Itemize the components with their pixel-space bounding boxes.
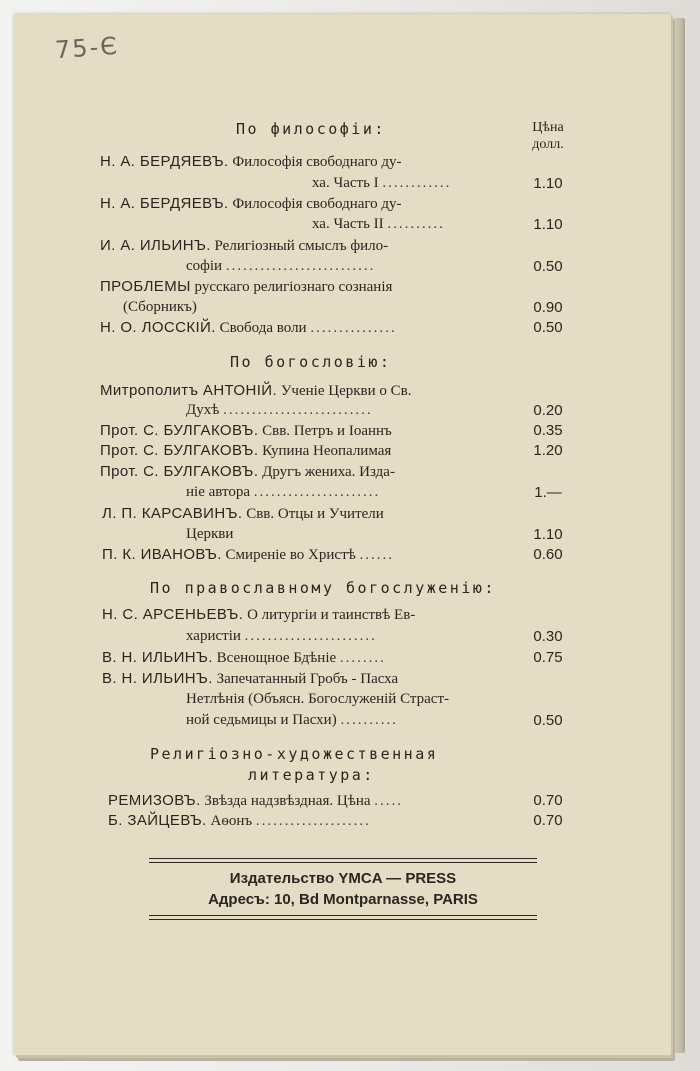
- dot-leader: .......................: [244, 628, 377, 644]
- entry-author: Б. ЗАЙЦЕВЪ.: [108, 812, 207, 829]
- entry-title: русскаго религіознаго сознанія: [194, 279, 393, 295]
- entry-author: Н. А. БЕРДЯЕВЪ.: [100, 195, 229, 212]
- section-heading-philosophy: По философіи:: [236, 120, 386, 138]
- entry-price: 0.75: [533, 649, 563, 666]
- entry-title-cont: харистіи: [186, 628, 241, 644]
- entry-author: Н. С. АРСЕНЬЕВЪ.: [102, 606, 244, 623]
- entry-line: [100, 237, 388, 255]
- section-heading-literature: Религіозно-художественная: [150, 745, 439, 763]
- entry-author: Прот. С. БУЛГАКОВЪ.: [100, 463, 259, 480]
- entry-price: 0.60: [533, 546, 563, 563]
- entry-author: П. К. ИВАНОВЪ.: [102, 546, 222, 563]
- entry-title: Философія свободнаго ду-: [232, 154, 402, 170]
- publisher-name: Издательство YMCA — PRESS: [229, 870, 457, 887]
- entry-line: [102, 670, 398, 688]
- price-header-line1: Цѣна: [532, 120, 564, 135]
- entry-line: [102, 505, 384, 523]
- entry-author: Н. О. ЛОССКІЙ.: [100, 319, 216, 336]
- entry-title: Другъ жениха. Изда-: [262, 464, 395, 480]
- entry-line: [186, 628, 377, 645]
- entry-title: Смиреніе во Христѣ: [225, 547, 356, 563]
- entry-line: [186, 712, 398, 729]
- entry-line: [312, 175, 451, 192]
- entry-title: Ученіе Церкви о Св.: [280, 383, 412, 399]
- handwritten-note: 75-Є: [54, 31, 120, 65]
- section-heading-theology: По богословію:: [230, 353, 392, 371]
- entry-line: [100, 195, 402, 213]
- entry-title: Философія свободнаго ду-: [232, 196, 402, 212]
- entry-line: [186, 402, 373, 419]
- divider-rule: [149, 862, 537, 863]
- entry-title: Религіозный смыслъ фило-: [214, 238, 389, 254]
- entry-line: [100, 153, 402, 171]
- entry-price: 0.70: [533, 792, 563, 809]
- entry-title: Свв. Петръ и Іоаннъ: [262, 423, 392, 439]
- entry-price: 1.20: [533, 442, 563, 459]
- entry-author: Митрополитъ АНТОНІЙ.: [100, 382, 278, 399]
- entry-line: [186, 484, 380, 501]
- divider-rule: [149, 919, 537, 920]
- entry-title: Всенощное Бдѣніе: [216, 650, 337, 666]
- entry-line: [186, 258, 375, 275]
- entry-price: 0.35: [533, 422, 563, 439]
- entry-price: 0.20: [533, 402, 563, 419]
- dot-leader: ..........................: [223, 402, 373, 418]
- section-heading-liturgy: По православному богослуженію:: [150, 579, 496, 597]
- entry-title-cont: ной седьмицы и Пасхи): [186, 712, 337, 728]
- entry-title: Купина Неопалимая: [262, 443, 392, 459]
- entry-price: 0.70: [533, 812, 563, 829]
- dot-leader: ......................: [253, 484, 381, 500]
- entry-title: Свв. Отцы и Учители: [246, 506, 384, 522]
- entry-title: Свобода воли: [219, 320, 307, 336]
- price-column-header: [520, 119, 576, 153]
- entry-author: Л. П. КАРСАВИНЪ.: [102, 505, 243, 522]
- entry-line: [123, 299, 197, 316]
- entry-title: Аѳонъ: [210, 813, 253, 829]
- price-header-line2: долл.: [532, 137, 564, 152]
- entry-title-cont: Духѣ: [186, 402, 220, 418]
- dot-leader: ...............: [310, 320, 397, 336]
- dot-leader: ....................: [255, 813, 371, 829]
- dot-leader: ..........................: [225, 258, 376, 274]
- divider-rule: [149, 858, 537, 859]
- entry-price: 0.50: [533, 258, 563, 275]
- divider-rule: [149, 915, 537, 916]
- entry-title: Звѣзда надзвѣздная. Цѣна: [204, 793, 371, 809]
- entry-title-cont: ха. Часть II: [312, 216, 384, 232]
- entry-line: [186, 526, 233, 543]
- entry-line: [102, 606, 415, 624]
- entry-price: 0.50: [533, 319, 563, 336]
- entry-line: [312, 216, 445, 233]
- entry-author: Прот. С. БУЛГАКОВЪ.: [100, 442, 259, 459]
- dot-leader: ......: [359, 547, 395, 563]
- entry-price: 1.10: [533, 175, 563, 192]
- entry-author: ПРОБЛЕМЫ: [100, 278, 191, 295]
- section-heading-literature-cont: литература:: [248, 766, 375, 784]
- entry-title-cont: ха. Часть I: [312, 175, 379, 191]
- entry-title: О литургіи и таинствѣ Ев-: [247, 607, 416, 623]
- entry-author: Прот. С. БУЛГАКОВЪ.: [100, 422, 259, 439]
- entry-price: 1.10: [533, 216, 563, 233]
- entry-price: 0.30: [533, 628, 563, 645]
- entry-title-cont: (Сборникъ): [123, 299, 197, 315]
- entry-line: [102, 546, 394, 564]
- entry-line: [108, 812, 371, 830]
- dot-leader: ..........: [340, 712, 398, 728]
- dot-leader: .....: [374, 793, 404, 809]
- entry-price: 0.50: [533, 712, 563, 729]
- entry-line: [186, 691, 449, 708]
- dot-leader: ........: [339, 650, 386, 666]
- entry-line: [100, 319, 397, 337]
- entry-line: [102, 649, 386, 667]
- entry-title: Запечатанный Гробъ - Пасха: [216, 671, 399, 687]
- entry-line: [108, 792, 403, 810]
- entry-author: В. Н. ИЛЬИНЪ.: [102, 649, 213, 666]
- entry-title-cont: Нетлѣнія (Объясн. Богослуженій Страст-: [186, 691, 449, 707]
- entry-line: [100, 382, 411, 400]
- entry-author: РЕМИЗОВЪ.: [108, 792, 201, 809]
- entry-price: 1.—: [534, 484, 562, 501]
- entry-author: И. А. ИЛЬИНЪ.: [100, 237, 211, 254]
- entry-price: 1.10: [533, 526, 563, 543]
- entry-price: 0.90: [533, 299, 563, 316]
- dot-leader: ............: [382, 175, 452, 191]
- entry-author: В. Н. ИЛЬИНЪ.: [102, 670, 213, 687]
- entry-title-cont: софіи: [186, 258, 223, 274]
- entry-line: [100, 442, 391, 460]
- entry-title-cont: ніе автора: [186, 484, 250, 500]
- entry-title-cont: Церкви: [186, 526, 234, 542]
- entry-line: [100, 278, 392, 296]
- publisher-address: Адресъ: 10, Bd Montparnasse, PARIS: [208, 891, 478, 908]
- entry-line: [100, 463, 395, 481]
- dot-leader: ..........: [387, 216, 445, 232]
- entry-line: [100, 422, 392, 440]
- entry-author: Н. А. БЕРДЯЕВЪ.: [100, 153, 229, 170]
